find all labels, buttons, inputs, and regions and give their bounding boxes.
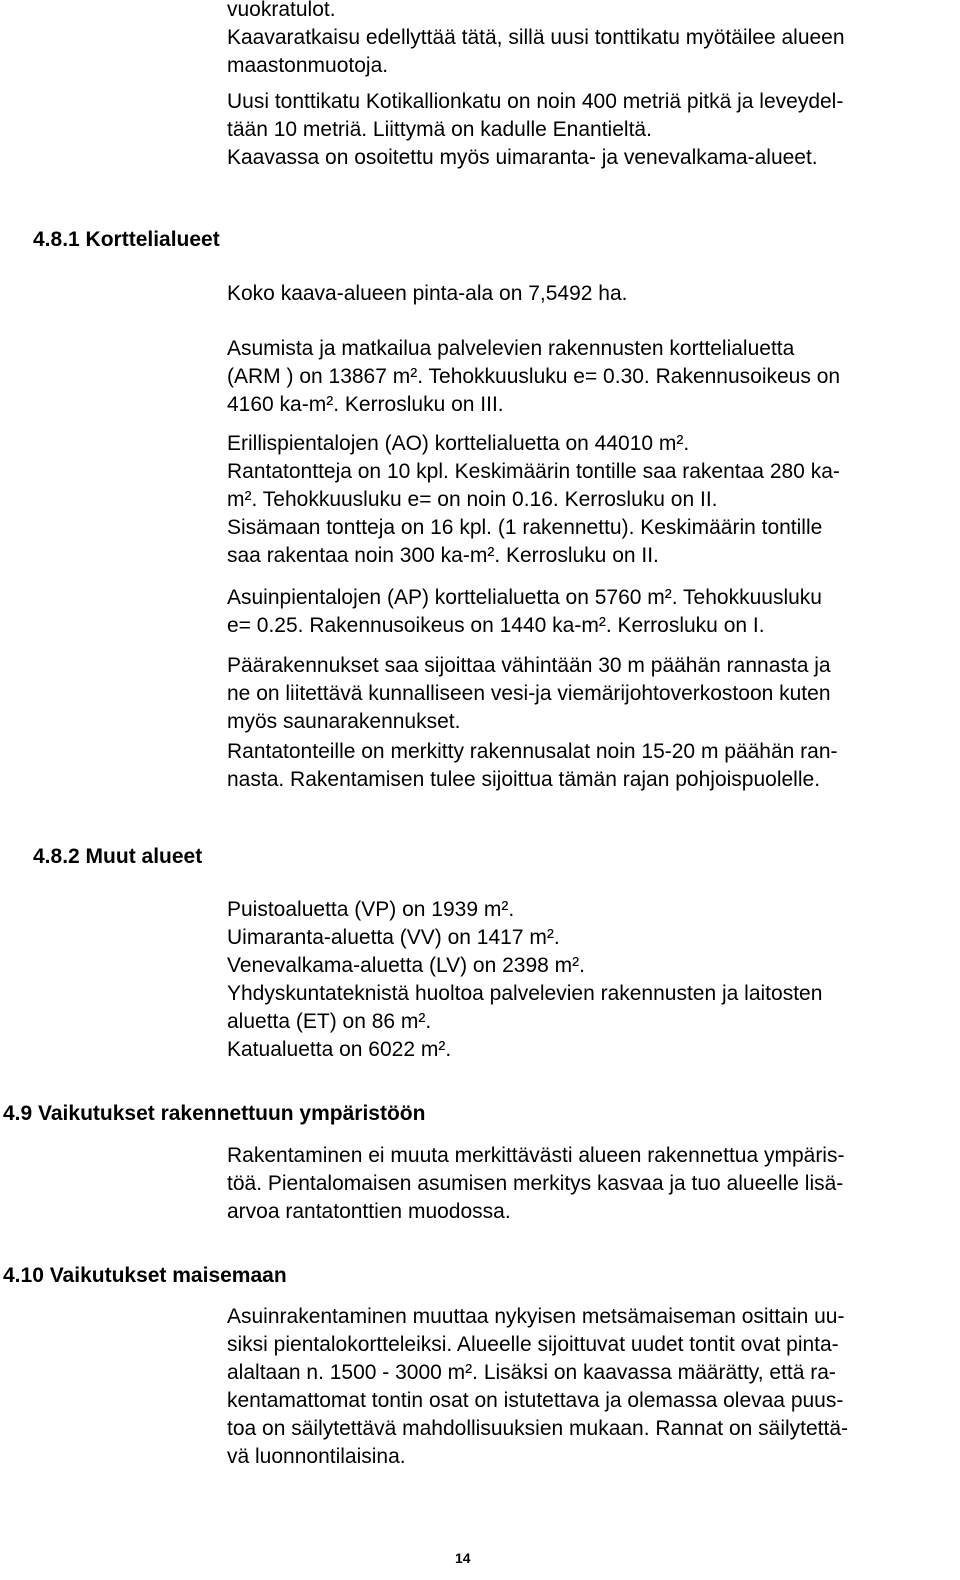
body-line: m². Tehokkuusluku e= on noin 0.16. Kerrosluku on II. <box>227 488 718 511</box>
body-line: kentamattomat tontin osat on istutettava ja olemassa olevaa puus- <box>227 1389 844 1412</box>
body-line: myös saunarakennukset. <box>227 710 461 733</box>
body-line: töä. Pientalomaisen asumisen merkitys kasvaa ja tuo alueelle lisä- <box>227 1172 844 1195</box>
body-line: Yhdyskuntateknistä huoltoa palvelevien rakennusten ja laitosten <box>227 982 823 1005</box>
body-line: e= 0.25. Rakennusoikeus on 1440 ka-m². Kerrosluku on I. <box>227 614 765 637</box>
body-line: 4160 ka-m². Kerrosluku on III. <box>227 393 504 416</box>
body-line: saa rakentaa noin 300 ka-m². Kerrosluku on II. <box>227 544 659 567</box>
body-line: Uimaranta-aluetta (VV) on 1417 m². <box>227 926 560 949</box>
body-line: vä luonnontilaisina. <box>227 1445 406 1468</box>
intro-line: Uusi tonttikatu Kotikallionkatu on noin 400 metriä pitkä ja leveydel- <box>227 90 844 113</box>
page-number: 14 <box>455 1550 471 1566</box>
body-line: Puistoaluetta (VP) on 1939 m². <box>227 898 515 921</box>
body-line: Rakentaminen ei muuta merkittävästi alueen rakennettua ympäris- <box>227 1144 845 1167</box>
section-heading-4-9: 4.9 Vaikutukset rakennettuun ympäristöön <box>3 1102 426 1125</box>
body-line: Rantatonteille on merkitty rakennusalat noin 15-20 m päähän ran- <box>227 740 838 763</box>
section-heading-4-10: 4.10 Vaikutukset maisemaan <box>3 1264 287 1287</box>
body-line: Asuinrakentaminen muuttaa nykyisen metsämaiseman osittain uu- <box>227 1305 845 1328</box>
body-line: (ARM ) on 13867 m². Tehokkuusluku e= 0.30. Rakennusoikeus on <box>227 365 841 388</box>
section-heading-4-8-2: 4.8.2 Muut alueet <box>33 845 203 868</box>
intro-line: Kaavaratkaisu edellyttää tätä, sillä uusi tonttikatu myötäilee alueen <box>227 26 845 49</box>
body-line: Koko kaava-alueen pinta-ala on 7,5492 ha. <box>227 282 628 305</box>
body-line: Asumista ja matkailua palvelevien rakennusten korttelialuetta <box>227 337 795 360</box>
body-line: toa on säilytettävä mahdollisuuksien mukaan. Rannat on säilytettä- <box>227 1417 849 1440</box>
intro-line: Kaavassa on osoitettu myös uimaranta- ja venevalkama-alueet. <box>227 146 818 169</box>
body-line: Rantatontteja on 10 kpl. Keskimäärin tontille saa rakentaa 280 ka- <box>227 460 840 483</box>
intro-line: vuokratulot. <box>227 0 336 21</box>
intro-line: maastonmuotoja. <box>227 54 389 77</box>
body-line: alaltaan n. 1500 - 3000 m². Lisäksi on kaavassa määrätty, että ra- <box>227 1361 836 1384</box>
body-line: Katualuetta on 6022 m². <box>227 1038 452 1061</box>
body-line: nasta. Rakentamisen tulee sijoittua tämän rajan pohjoispuolelle. <box>227 768 821 791</box>
body-line: Sisämaan tontteja on 16 kpl. (1 rakennettu). Keskimäärin tontille <box>227 516 823 539</box>
body-line: ne on liitettävä kunnalliseen vesi-ja viemärijohtoverkostoon kuten <box>227 682 831 705</box>
body-line: Päärakennukset saa sijoittaa vähintään 30 m päähän rannasta ja <box>227 654 831 677</box>
body-line: siksi pientalokortteleiksi. Alueelle sijoittuvat uudet tontit ovat pinta- <box>227 1333 839 1356</box>
intro-line: tään 10 metriä. Liittymä on kadulle Enantieltä. <box>227 118 652 141</box>
body-line: Venevalkama-aluetta (LV) on 2398 m². <box>227 954 585 977</box>
body-line: Erillispientalojen (AO) korttelialuetta on 44010 m². <box>227 432 690 455</box>
body-line: Asuinpientalojen (AP) korttelialuetta on 5760 m². Tehokkuusluku <box>227 586 822 609</box>
body-line: aluetta (ET) on 86 m². <box>227 1010 432 1033</box>
section-heading-4-8-1: 4.8.1 Korttelialueet <box>33 228 220 251</box>
body-line: arvoa rantatonttien muodossa. <box>227 1200 511 1223</box>
